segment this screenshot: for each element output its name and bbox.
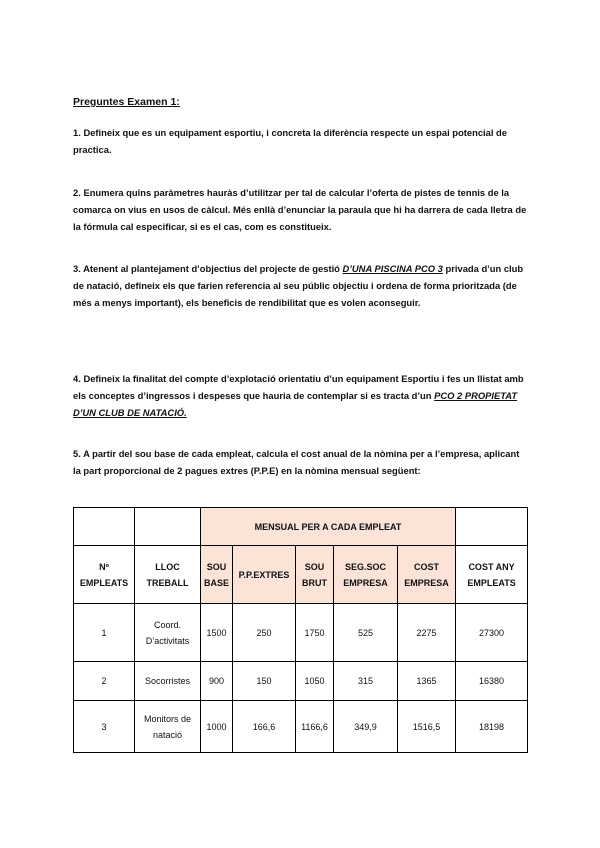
question-number: 1. xyxy=(73,127,81,138)
header-sou-brut: SOU BRUT xyxy=(296,546,334,604)
question-number: 5. xyxy=(73,448,81,459)
header-ppe: P.P.EXTRES xyxy=(233,546,296,604)
project-reference: PCO 2 PROPIETAT D’UN CLUB DE NATACIÓ. xyxy=(73,390,518,418)
header-cost-any: COST ANY EMPLEATS xyxy=(456,546,528,604)
cell-lloc: Monitors de natació xyxy=(135,701,201,753)
cell-empleats: 1 xyxy=(74,604,135,662)
cell-seg-soc: 315 xyxy=(334,662,398,701)
cell-ppe: 150 xyxy=(233,662,296,701)
page-title: Preguntes Examen 1: xyxy=(73,96,180,108)
question-1 xyxy=(73,124,529,158)
cell-cost-any: 16380 xyxy=(456,662,528,701)
question-text: Enumera quins paràmetres hauràs d’utilitzar per tal de calcular l’oferta de pistes de tennis de la comarca on vius en usos de càlcul. Més enllà d’enunciar la paraula que hi ha darrera de cada lletra de la fórmula cal especificar, si es el cas, com es constitueix. xyxy=(73,187,527,232)
empty-cell xyxy=(74,508,135,546)
cell-ppe: 166,6 xyxy=(233,701,296,753)
header-sou-base: SOU BASE xyxy=(201,546,233,604)
table-row xyxy=(74,604,528,662)
header-lloc: LLOC TREBALL xyxy=(135,546,201,604)
question-text: Defineix que es un equipament esportiu, i concreta la diferència respecte un espai potencial de practica. xyxy=(73,127,507,155)
empty-cell xyxy=(135,508,201,546)
cell-lloc: Socorristes xyxy=(135,662,201,701)
question-number: 4. xyxy=(73,373,81,384)
question-number: 2. xyxy=(73,187,81,198)
project-reference: D’UNA PISCINA PCO 3 xyxy=(342,263,443,274)
table-header-row xyxy=(74,546,528,604)
cell-cost-any: 18198 xyxy=(456,701,528,753)
question-text: Defineix la finalitat del compte d’explotació orientatiu d’un equipament Esportiu i fes un llistat amb els conceptes d’ingressos i despeses que hauria de contemplar si es tracta d’un xyxy=(73,373,524,401)
cell-seg-soc: 525 xyxy=(334,604,398,662)
question-4 xyxy=(73,370,529,421)
cell-cost-empresa: 1516,5 xyxy=(398,701,456,753)
cell-sou-base: 1000 xyxy=(201,701,233,753)
empty-cell xyxy=(456,508,528,546)
cell-sou-base: 1500 xyxy=(201,604,233,662)
question-text: A partir del sou base de cada empleat, calcula el cost anual de la nòmina per a l’empresa, aplicant la part proporcional de 2 pagues extres (P.P.E) en la nòmina mensual següent: xyxy=(73,448,520,476)
header-cost-empresa: COST EMPRESA xyxy=(398,546,456,604)
table-group-header-row xyxy=(74,508,528,546)
question-2 xyxy=(73,184,529,235)
cell-empleats: 3 xyxy=(74,701,135,753)
cell-sou-brut: 1050 xyxy=(296,662,334,701)
question-text: Atenent al plantejament d’objectius del projecte de gestió xyxy=(83,263,340,274)
cell-seg-soc: 349,9 xyxy=(334,701,398,753)
cell-lloc: Coord. D’activitats xyxy=(135,604,201,662)
cell-sou-base: 900 xyxy=(201,662,233,701)
salary-table xyxy=(73,507,528,753)
cell-cost-empresa: 1365 xyxy=(398,662,456,701)
table-row xyxy=(74,662,528,701)
cell-cost-any: 27300 xyxy=(456,604,528,662)
header-empleats: Nº EMPLEATS xyxy=(74,546,135,604)
question-text-continued: privada d’un club de natació, defineix els que farien referencia al seu públic objectiu i ordena de forma prioritzada (de més a menys important), els beneficis de rendibilitat que es volen aconseguir. xyxy=(73,263,524,308)
question-number: 3. xyxy=(73,263,81,274)
question-5 xyxy=(73,445,529,479)
cell-cost-empresa: 2275 xyxy=(398,604,456,662)
cell-empleats: 2 xyxy=(74,662,135,701)
table-row xyxy=(74,701,528,753)
cell-sou-brut: 1750 xyxy=(296,604,334,662)
header-seg-soc: SEG.SOC EMPRESA xyxy=(334,546,398,604)
cell-ppe: 250 xyxy=(233,604,296,662)
question-3 xyxy=(73,260,529,311)
group-header: MENSUAL PER A CADA EMPLEAT xyxy=(201,508,456,546)
cell-sou-brut: 1166,6 xyxy=(296,701,334,753)
